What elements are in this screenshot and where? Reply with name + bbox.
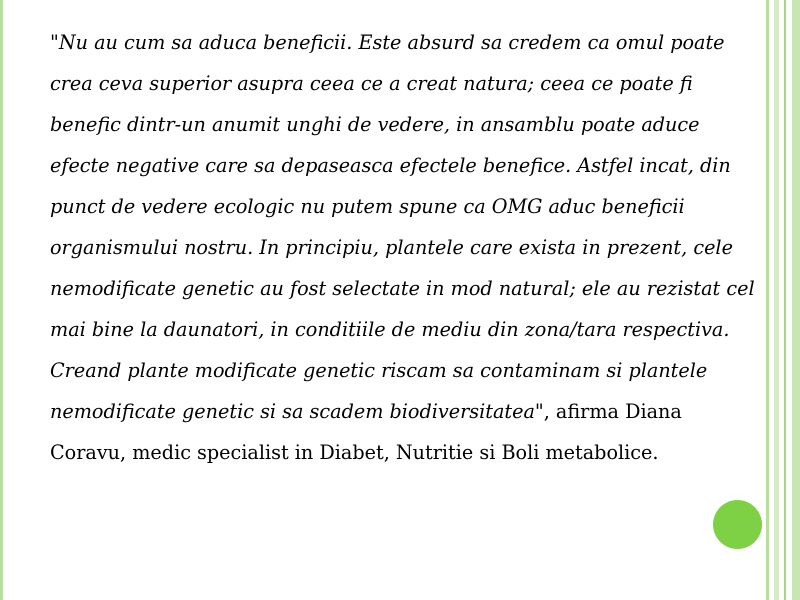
left-border-line [0, 0, 3, 600]
right-border-line [784, 0, 786, 600]
green-dot-decoration [713, 500, 762, 549]
quote-paragraph [50, 22, 756, 473]
attribution-text: ", afirma Diana Coravu, medic specialist in Diabet, Nutritie si Boli metabolice. [50, 400, 682, 464]
right-border-line [774, 0, 779, 600]
right-border-line [792, 0, 800, 600]
right-border-line [766, 0, 769, 600]
quote-text: "Nu au cum sa aduca beneficii. Este absurd sa credem ca omul poate crea ceva superior asupra ceea ce a creat natura; ceea ce poate fi benefic dintr-un anumit unghi de vedere, in ansamblu poate aduce efecte negative care sa depaseasca efectele benefice. Astfel incat, din punct de vedere ecologic nu putem spune ca OMG aduc beneficii organismului nostru. In principiu, plantele care exista in prezent, cele nemodificate genetic au fost selectate in mod natural; ele au rezistat cel mai bine la daunatori, in conditiile de mediu din zona/tara respectiva. Creand plante modificate genetic riscam sa contaminam si plantele nemodificate genetic si sa scadem biodiversitatea [50, 31, 755, 423]
